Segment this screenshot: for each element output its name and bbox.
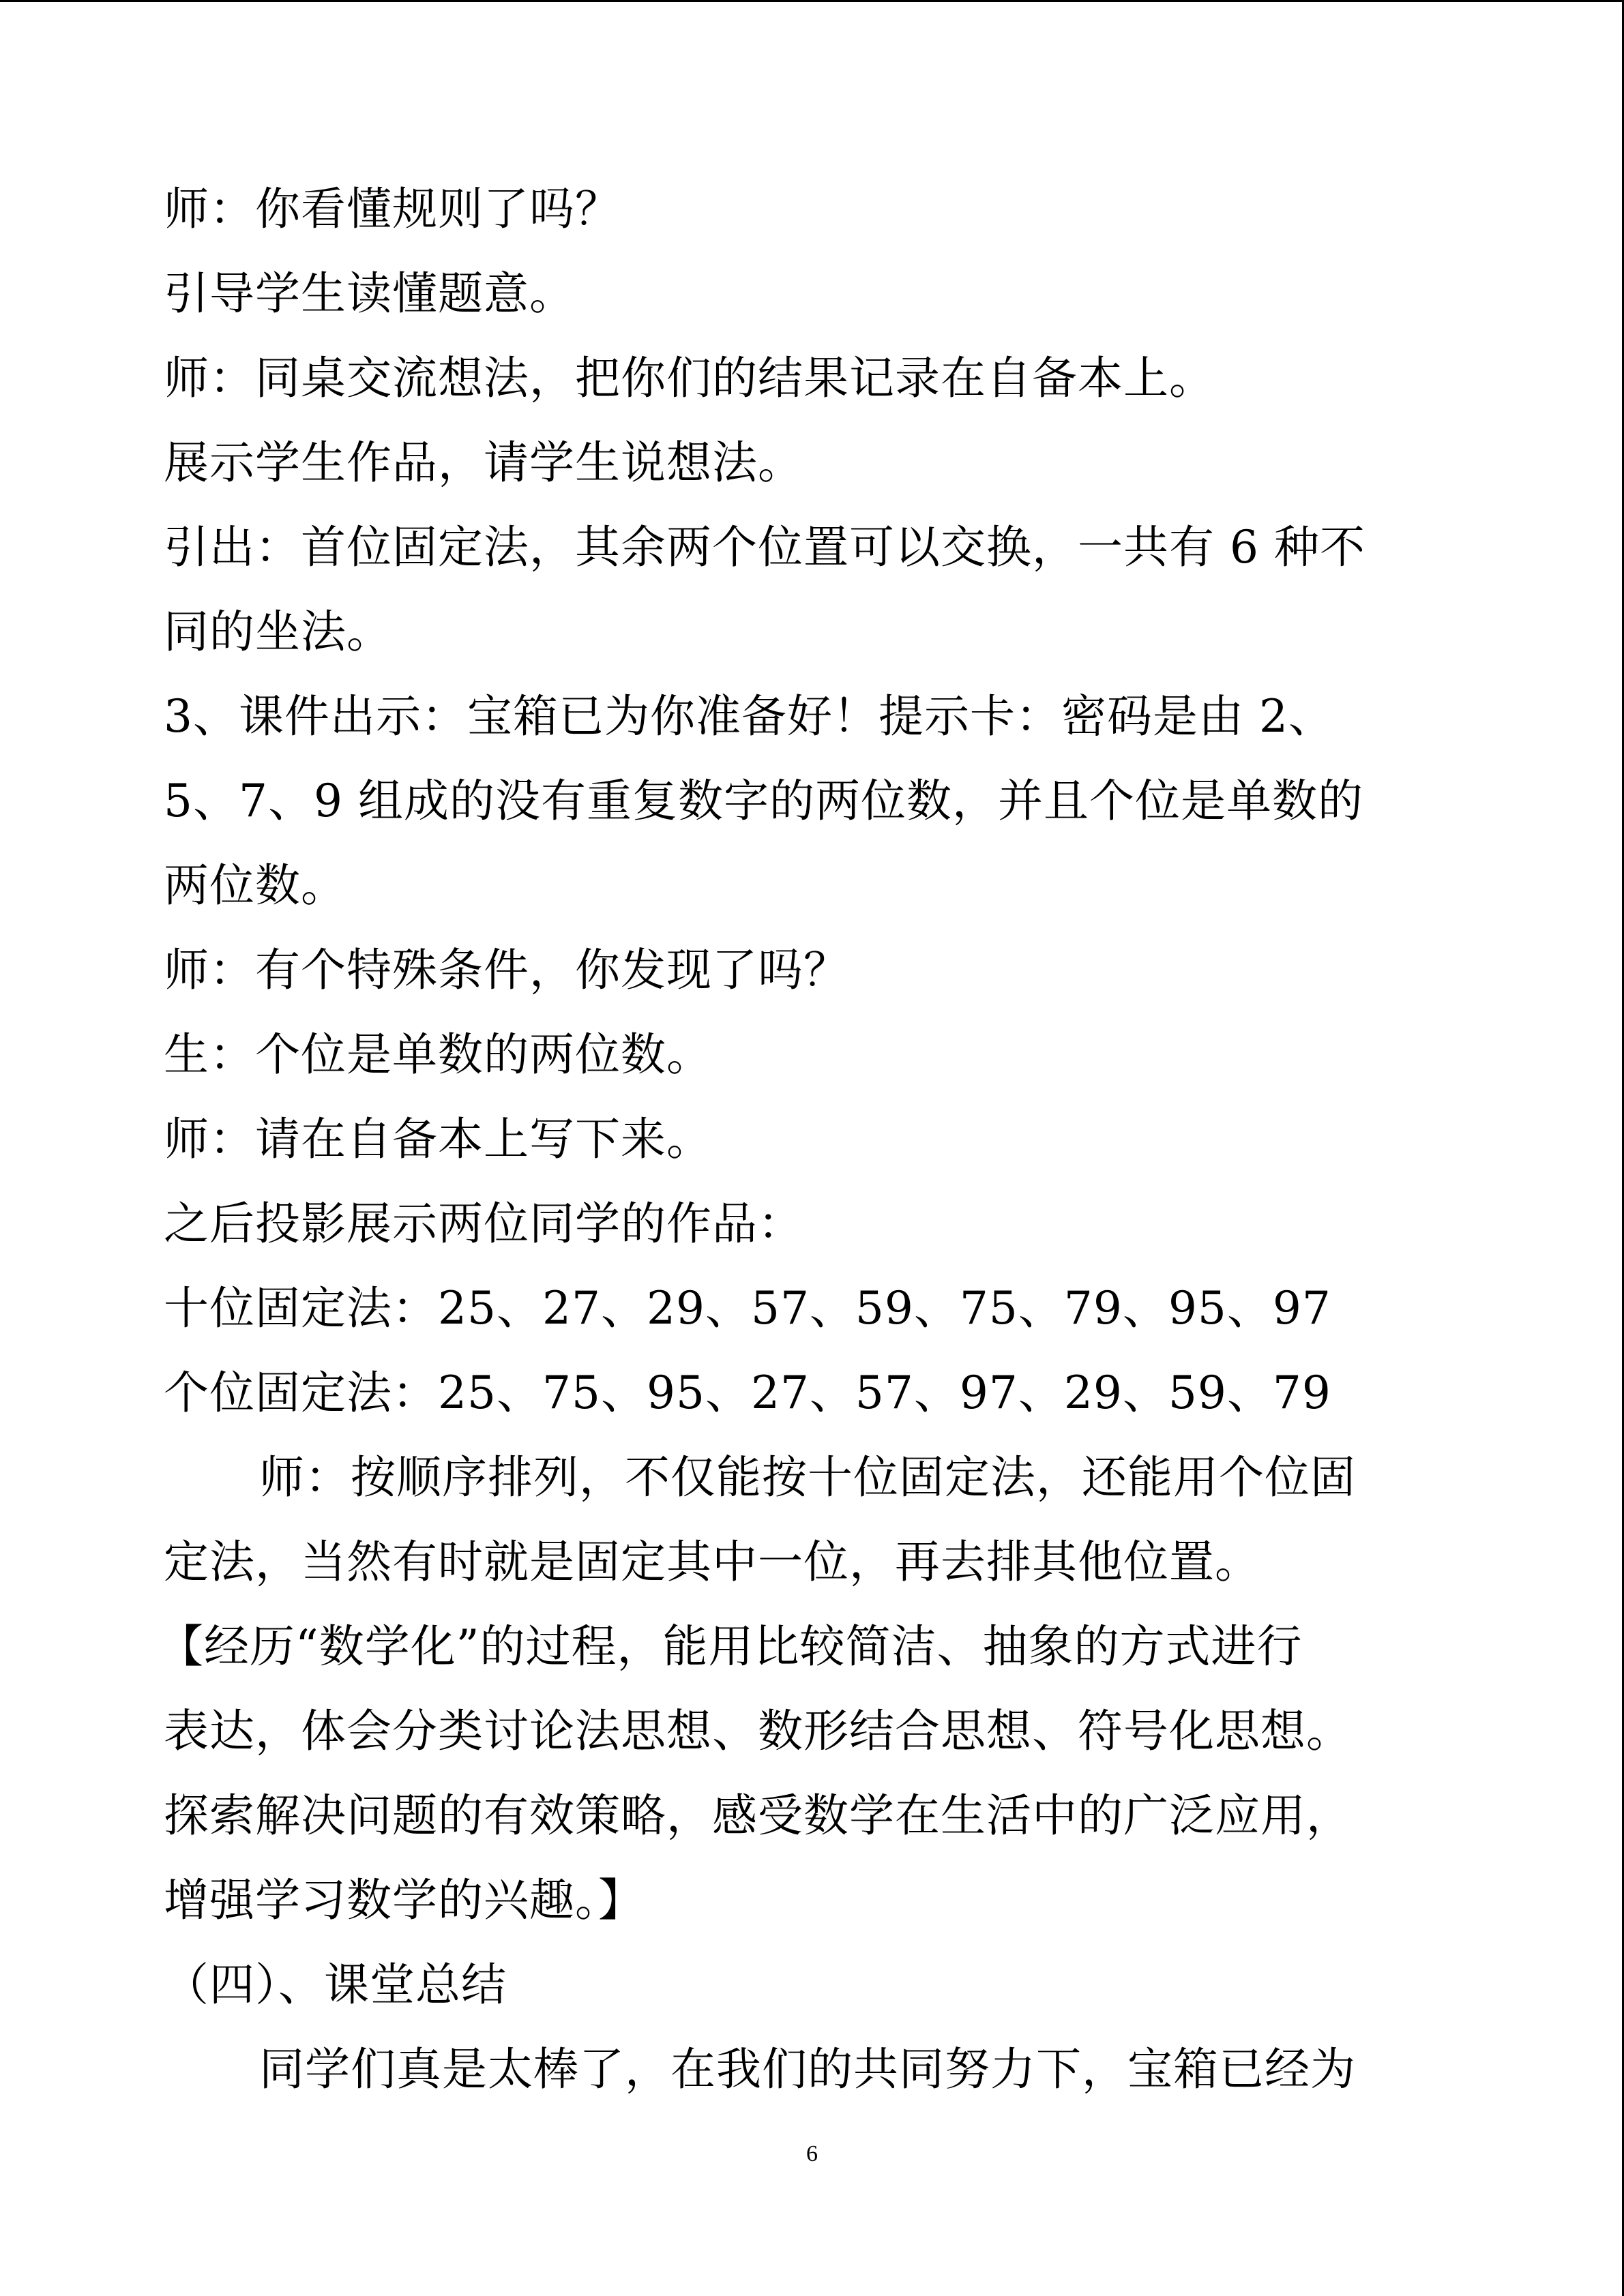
text-line: 师：同桌交流想法，把你们的结果记录在自备本上。 [164, 352, 1215, 404]
text-line: 同学们真是太棒了，在我们的共同努力下，宝箱已经为 [259, 2043, 1356, 2096]
text-line: 同的坐法。 [164, 606, 392, 658]
text-line: 师：有个特殊条件，你发现了吗？ [164, 944, 849, 996]
text-line: 增强学习数学的兴趣。】 [164, 1874, 644, 1926]
text-line: 十位固定法：25、27、29、57、59、75、79、95、97 [164, 1282, 1331, 1335]
text-line: 师：你看懂规则了吗？ [164, 183, 621, 235]
text-line: 引出：首位固定法，其余两个位置可以交换，一共有 6 种不 [164, 521, 1365, 573]
text-line: 师：按顺序排列，不仅能按十位固定法，还能用个位固 [259, 1451, 1356, 1504]
text-line: 两位数。 [164, 859, 346, 912]
text-line: 个位固定法：25、75、95、27、57、97、29、59、79 [164, 1367, 1331, 1419]
text-line: 师：请在自备本上写下来。 [164, 1113, 712, 1165]
text-line: 探索解决问题的有效策略，感受数学在生活中的广泛应用， [164, 1789, 1352, 1842]
text-line: 定法，当然有时就是固定其中一位，再去排其他位置。 [164, 1536, 1260, 1588]
text-line: 展示学生作品，请学生说想法。 [164, 436, 803, 489]
document-body [158, 167, 1446, 2112]
page-top-border [0, 0, 1624, 2]
text-line: 之后投影展示两位同学的作品： [164, 1197, 803, 1250]
text-line: 表达，体会分类讨论法思想、数形结合思想、符号化思想。 [164, 1705, 1352, 1757]
text-line: 3、课件出示：宝箱已为你准备好！提示卡：密码是由 2、 [164, 690, 1334, 743]
text-line: 引导学生读懂题意。 [164, 267, 575, 320]
text-line: 【经历“数学化”的过程，能用比较简洁、抽象的方式进行 [158, 1620, 1303, 1673]
text-line: 生：个位是单数的两位数。 [164, 1028, 712, 1081]
text-line: 5、7、9 组成的没有重复数字的两位数，并且个位是单数的 [164, 775, 1363, 827]
section-heading: （四）、课堂总结 [164, 1958, 507, 2011]
page-number: 6 [806, 2141, 818, 2166]
